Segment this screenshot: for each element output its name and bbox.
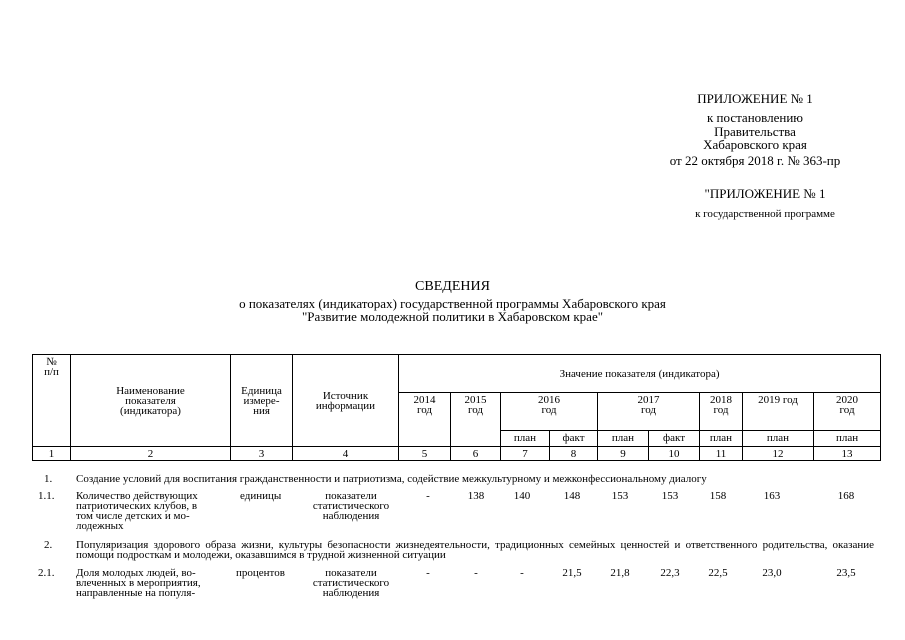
row-2-1-value: 22,5 (708, 567, 728, 579)
row-2-1-source: показатели статистического наблюдения (312, 567, 390, 599)
col-number: 2 (71, 447, 231, 461)
document-subtitle-1: о показателях (индикаторах) государственной программы Хабаровского края (239, 296, 666, 311)
header-2016: 2016 год (501, 393, 598, 431)
col-number: 7 (501, 447, 550, 461)
header-name: Наименование показателя (индикатора) (71, 355, 231, 447)
header-2015: 2015 год (451, 393, 501, 447)
header-2016-plan: план (501, 431, 550, 447)
header-2020-plan: план (814, 431, 881, 447)
col-number: 13 (814, 447, 881, 461)
col-number: 6 (451, 447, 501, 461)
row-1-1-value: 138 (467, 490, 485, 502)
col-number: 11 (700, 447, 743, 461)
row-1-1-value: 140 (513, 490, 531, 502)
section-1-title: Создание условий для воспитания гражданственности и патриотизма, содействие межкультурному и межконфессиональному диалогу (76, 473, 707, 485)
row-2-1-name: Доля молодых людей, во- влеченных в мероприятия, направленные на популя- (76, 567, 201, 599)
col-number: 3 (231, 447, 293, 461)
row-1-1-value: 168 (837, 490, 855, 502)
row-2-1-value: 21,5 (562, 567, 582, 579)
header-2017: 2017 год (598, 393, 700, 431)
section-2-num: 2. (44, 539, 53, 551)
row-2-1-unit: процентов (236, 567, 285, 579)
row-1-1-value: 158 (709, 490, 727, 502)
header-2014: 2014 год (399, 393, 451, 447)
row-1-1-value: 148 (563, 490, 581, 502)
appendix-date: от 22 октября 2018 г. № 363-пр (669, 153, 841, 168)
row-2-1-value: 22,3 (660, 567, 680, 579)
appendix-region: Хабаровского края (703, 137, 807, 152)
row-1-1-source: показатели статистического наблюдения (312, 490, 390, 522)
header-value: Значение показателя (индикатора) (399, 355, 881, 393)
row-1-1-value: 153 (661, 490, 679, 502)
col-number: 12 (743, 447, 814, 461)
document-subtitle-2: "Развитие молодежной политики в Хабаровском крае" (301, 309, 604, 324)
header-2016-fact: факт (550, 431, 598, 447)
row-1-1-value: - (426, 490, 430, 502)
row-1-1-num: 1.1. (38, 490, 55, 502)
section-2-title: Популяризация здорового образа жизни, культуры безопасности жизнедеятельности, традиционных семейных ценностей и ответственного родительства, оказание помощи подросткам и молодежи, оказавшимся в трудной жизненной ситуации (76, 539, 874, 561)
header-2019-plan: план (743, 431, 814, 447)
row-2-1-value: - (474, 567, 478, 579)
header-2019: 2019 год (743, 393, 814, 431)
col-number: 10 (649, 447, 700, 461)
row-2-1-value: 23,5 (836, 567, 856, 579)
appendix-authority: Правительства (714, 124, 796, 139)
row-2-1-num: 2.1. (38, 567, 55, 579)
header-source: Источник информации (293, 355, 399, 447)
header-num: № п/п (33, 355, 71, 447)
document-title: СВЕДЕНИЯ (415, 279, 490, 294)
col-number: 8 (550, 447, 598, 461)
row-1-1-name: Количество действующих патриотических клубов, в том числе детских и мо- лодежных (76, 490, 198, 532)
header-2017-fact: факт (649, 431, 700, 447)
appendix-ref: к постановлению (706, 110, 804, 125)
col-number: 5 (399, 447, 451, 461)
section-1-num: 1. (44, 473, 53, 485)
row-2-1-value: - (520, 567, 524, 579)
header-2018: 2018 год (700, 393, 743, 431)
row-1-1-unit: единицы (240, 490, 282, 502)
header-2018-plan: план (700, 431, 743, 447)
row-2-1-value: - (426, 567, 430, 579)
header-2020: 2020 год (814, 393, 881, 431)
program-appendix-ref: к государственной программе (695, 208, 835, 220)
col-number: 4 (293, 447, 399, 461)
header-2017-plan: план (598, 431, 649, 447)
col-number: 9 (598, 447, 649, 461)
row-2-1-value: 23,0 (762, 567, 782, 579)
appendix-title: ПРИЛОЖЕНИЕ № 1 (697, 91, 813, 106)
col-number: 1 (33, 447, 71, 461)
row-1-1-value: 163 (763, 490, 781, 502)
header-unit: Единица измере- ния (231, 355, 293, 447)
indicators-table-header (32, 354, 881, 461)
row-1-1-value: 153 (611, 490, 629, 502)
program-appendix-title: "ПРИЛОЖЕНИЕ № 1 (704, 186, 826, 201)
row-2-1-value: 21,8 (610, 567, 630, 579)
